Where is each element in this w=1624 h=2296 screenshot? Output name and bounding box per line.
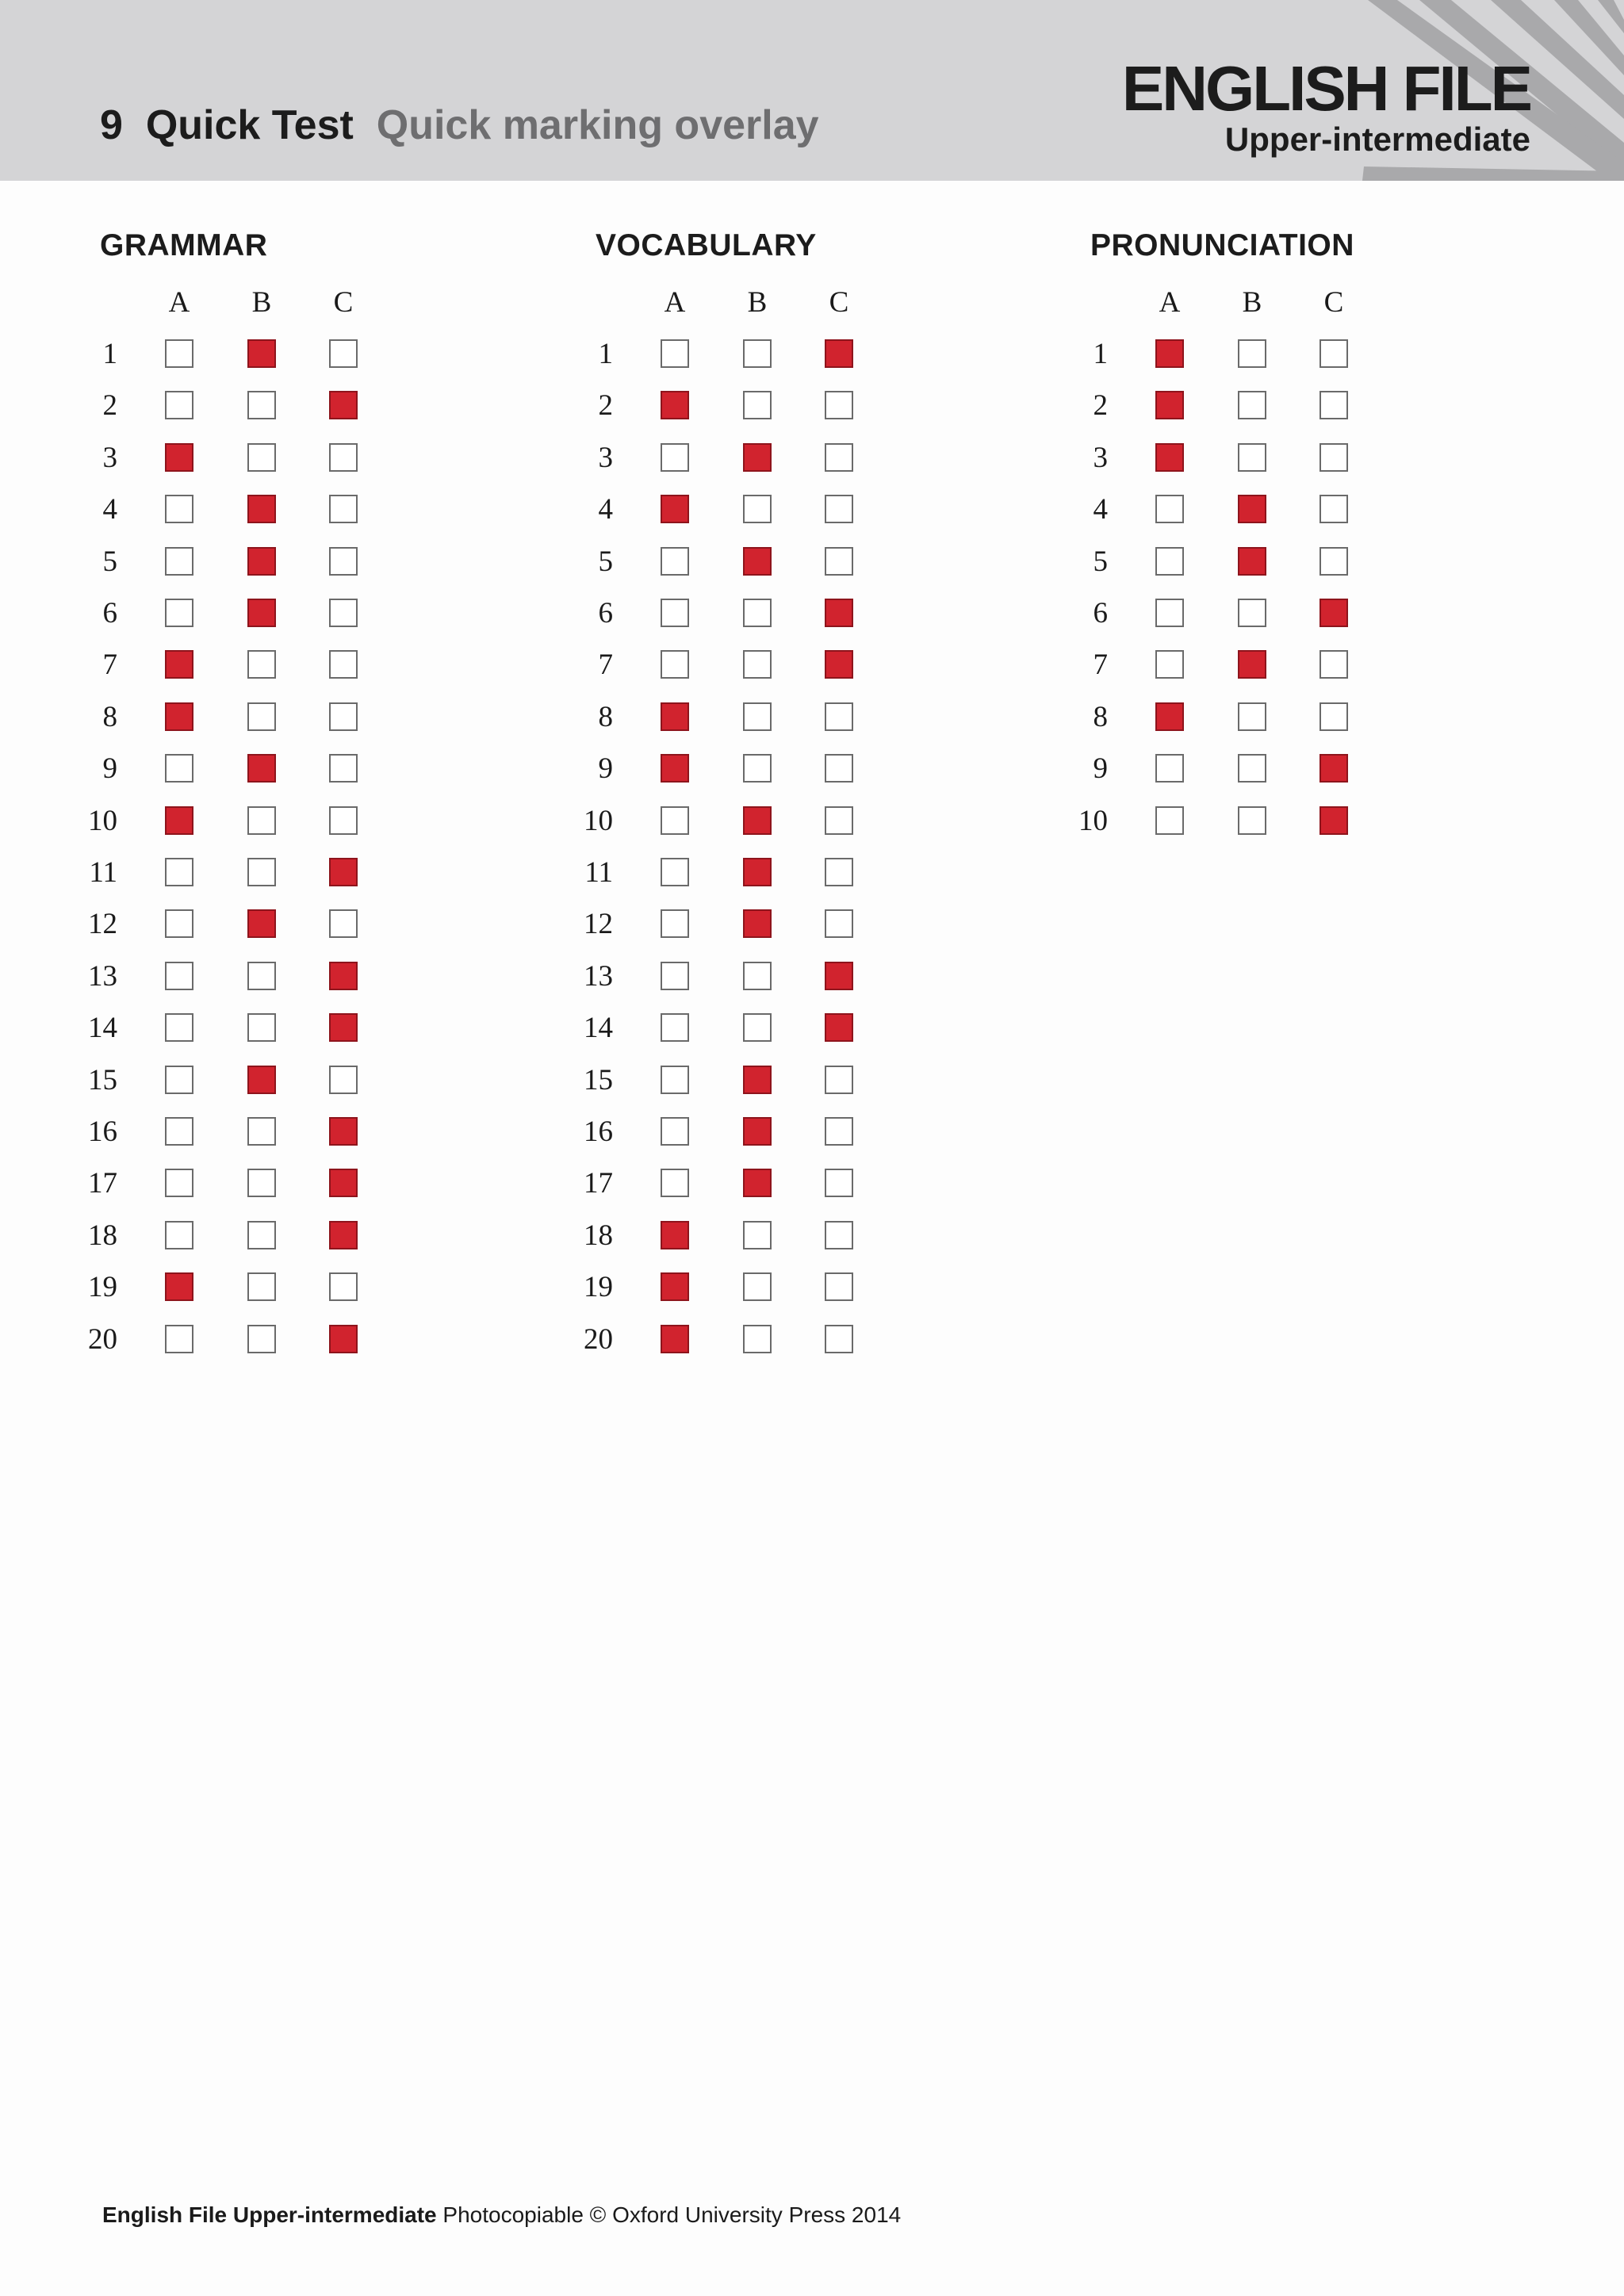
- question-number: 4: [102, 493, 117, 526]
- answer-box: [661, 599, 689, 627]
- question-row: [52, 1002, 449, 1054]
- answer-box-marked: [825, 650, 853, 679]
- answer-box: [1155, 806, 1184, 835]
- answer-box: [743, 1013, 772, 1042]
- question-number: 2: [1093, 389, 1108, 423]
- question-row: [548, 639, 944, 691]
- answer-box: [165, 495, 193, 523]
- question-row: [52, 1054, 449, 1106]
- answer-box: [247, 1013, 276, 1042]
- answer-box: [825, 858, 853, 886]
- question-number: 5: [1093, 545, 1108, 578]
- question-row: [548, 898, 944, 950]
- answer-box: [247, 1169, 276, 1197]
- page-subtitle: Quick marking overlay: [376, 102, 819, 148]
- question-row: [1043, 743, 1439, 794]
- question-number: 6: [102, 597, 117, 629]
- answer-box: [247, 1117, 276, 1146]
- answer-box-marked: [247, 1066, 276, 1094]
- answer-box: [247, 806, 276, 835]
- question-number: 12: [88, 908, 117, 941]
- question-number: 13: [88, 959, 117, 993]
- answer-box-marked: [1238, 547, 1266, 576]
- answer-box-marked: [743, 909, 772, 938]
- page-title: [100, 101, 819, 149]
- answer-box: [247, 391, 276, 419]
- answer-box: [329, 650, 358, 679]
- answer-box-marked: [329, 1013, 358, 1042]
- section-heading: PRONUNCIATION: [1090, 228, 1354, 262]
- answer-box: [743, 702, 772, 731]
- question-row: [52, 1158, 449, 1209]
- section-heading: GRAMMAR: [100, 228, 268, 262]
- answer-box-marked: [247, 754, 276, 783]
- answer-box: [165, 1221, 193, 1249]
- answer-box-marked: [661, 1325, 689, 1353]
- question-row: [1043, 432, 1439, 484]
- answer-box: [247, 1325, 276, 1353]
- question-number: 17: [584, 1167, 613, 1200]
- answer-box: [825, 1169, 853, 1197]
- answer-box-marked: [661, 1272, 689, 1301]
- answer-box-marked: [165, 702, 193, 731]
- answer-box: [743, 754, 772, 783]
- question-number: 7: [598, 649, 613, 682]
- question-number: 17: [88, 1167, 117, 1200]
- question-number: 3: [598, 441, 613, 474]
- test-number: 9: [100, 102, 123, 148]
- answer-box: [1155, 599, 1184, 627]
- answer-box-marked: [329, 1169, 358, 1197]
- question-number: 7: [102, 649, 117, 682]
- question-row: [52, 951, 449, 1002]
- answer-box-marked: [1155, 443, 1184, 472]
- answer-box-marked: [1155, 702, 1184, 731]
- question-row: [548, 1002, 944, 1054]
- grammar-section: [88, 228, 544, 1378]
- question-number: 10: [88, 804, 117, 837]
- question-row: [548, 587, 944, 639]
- question-number: 1: [102, 338, 117, 370]
- question-number: 18: [584, 1219, 613, 1252]
- answer-box-marked: [1320, 806, 1348, 835]
- answer-box-marked: [743, 443, 772, 472]
- question-number: 5: [598, 545, 613, 578]
- question-number: 7: [1093, 649, 1108, 682]
- question-number: 14: [584, 1012, 613, 1045]
- answer-box: [247, 858, 276, 886]
- question-row: [548, 1106, 944, 1158]
- answer-box-marked: [1155, 391, 1184, 419]
- brand-logo: [1121, 53, 1530, 159]
- question-number: 20: [88, 1322, 117, 1356]
- question-number: 15: [584, 1063, 613, 1096]
- answer-box: [165, 962, 193, 990]
- answer-box-marked: [743, 1066, 772, 1094]
- answer-box: [661, 962, 689, 990]
- answer-box-marked: [1320, 599, 1348, 627]
- answer-box: [1320, 443, 1348, 472]
- answer-box: [247, 650, 276, 679]
- answer-box: [329, 1272, 358, 1301]
- answer-box: [743, 650, 772, 679]
- question-row: [52, 898, 449, 950]
- question-row: [52, 795, 449, 847]
- answer-box: [825, 806, 853, 835]
- answer-box: [825, 495, 853, 523]
- answer-box: [1320, 547, 1348, 576]
- question-number: 4: [1093, 493, 1108, 526]
- answer-box-marked: [247, 547, 276, 576]
- question-number: 20: [584, 1322, 613, 1356]
- answer-box: [165, 547, 193, 576]
- answer-box-marked: [329, 1221, 358, 1249]
- question-number: 1: [1093, 338, 1108, 370]
- answer-box-marked: [165, 806, 193, 835]
- question-row: [52, 432, 449, 484]
- question-row: [52, 1106, 449, 1158]
- answer-box-marked: [329, 1117, 358, 1146]
- question-row: [52, 1314, 449, 1365]
- answer-box: [825, 1066, 853, 1094]
- question-number: 9: [1093, 752, 1108, 786]
- question-row: [548, 380, 944, 431]
- column-header-a: A: [168, 286, 190, 319]
- brand-level: Upper-intermediate: [1224, 121, 1530, 158]
- question-number: 16: [584, 1115, 613, 1148]
- answer-box: [743, 1272, 772, 1301]
- answer-box: [825, 702, 853, 731]
- question-number: 10: [1078, 804, 1108, 837]
- question-row: [548, 1054, 944, 1106]
- column-header-a: A: [1159, 286, 1181, 319]
- answer-box: [661, 650, 689, 679]
- question-row: [52, 328, 449, 380]
- answer-box: [825, 391, 853, 419]
- question-row: [52, 380, 449, 431]
- answer-box: [329, 754, 358, 783]
- question-row: [52, 639, 449, 691]
- footer-title: English File Upper-intermediate: [102, 2202, 437, 2227]
- question-row: [548, 691, 944, 743]
- answer-box: [1238, 391, 1266, 419]
- question-row: [52, 847, 449, 898]
- answer-box: [825, 1117, 853, 1146]
- question-row: [548, 847, 944, 898]
- question-row: [52, 536, 449, 587]
- question-row: [548, 743, 944, 794]
- question-row: [1043, 639, 1439, 691]
- answer-box: [661, 806, 689, 835]
- question-number: 10: [584, 804, 613, 837]
- answer-box: [1320, 650, 1348, 679]
- answer-box-marked: [1238, 495, 1266, 523]
- column-header-b: B: [251, 286, 272, 319]
- answer-box: [1155, 495, 1184, 523]
- answer-box-marked: [825, 599, 853, 627]
- test-name: Quick Test: [145, 102, 354, 148]
- answer-box: [165, 1169, 193, 1197]
- answer-box: [743, 1221, 772, 1249]
- question-number: 4: [598, 493, 613, 526]
- answer-box: [661, 547, 689, 576]
- answer-box: [1155, 547, 1184, 576]
- footer-copyright: Photocopiable © Oxford University Press 2014: [442, 2202, 902, 2227]
- question-row: [548, 1158, 944, 1209]
- answer-box: [1238, 443, 1266, 472]
- page-header: [0, 0, 1624, 181]
- question-number: 8: [598, 700, 613, 733]
- column-header-c: C: [333, 286, 354, 319]
- question-number: 2: [102, 389, 117, 423]
- question-number: 3: [102, 441, 117, 474]
- question-number: 8: [1093, 700, 1108, 733]
- answer-box: [743, 391, 772, 419]
- answer-box-marked: [825, 339, 853, 368]
- answer-box: [1320, 495, 1348, 523]
- question-number: 11: [89, 856, 117, 889]
- answer-box: [329, 339, 358, 368]
- question-row: [52, 1210, 449, 1261]
- question-number: 8: [102, 700, 117, 733]
- answer-box: [1320, 702, 1348, 731]
- answer-box-marked: [661, 754, 689, 783]
- column-header-c: C: [1323, 286, 1344, 319]
- answer-box-marked: [1238, 650, 1266, 679]
- question-row: [1043, 587, 1439, 639]
- question-row: [52, 587, 449, 639]
- answer-box: [825, 1325, 853, 1353]
- answer-box: [743, 962, 772, 990]
- answer-box: [329, 806, 358, 835]
- question-row: [1043, 328, 1439, 380]
- answer-box: [247, 1272, 276, 1301]
- answer-box: [165, 1325, 193, 1353]
- answer-box: [165, 1066, 193, 1094]
- answer-box: [1320, 339, 1348, 368]
- answer-box: [329, 443, 358, 472]
- answer-box: [247, 1221, 276, 1249]
- answer-box: [661, 1169, 689, 1197]
- answer-box: [247, 962, 276, 990]
- column-header-a: A: [664, 286, 686, 319]
- answer-box-marked: [247, 339, 276, 368]
- question-row: [52, 691, 449, 743]
- answer-box: [1238, 599, 1266, 627]
- answer-box-marked: [329, 391, 358, 419]
- answer-box: [743, 495, 772, 523]
- answer-box-marked: [247, 495, 276, 523]
- answer-box-marked: [1155, 339, 1184, 368]
- answer-box: [661, 1066, 689, 1094]
- question-row: [548, 328, 944, 380]
- question-number: 15: [88, 1063, 117, 1096]
- question-number: 2: [598, 389, 613, 423]
- question-number: 11: [584, 856, 613, 889]
- answer-box: [743, 1325, 772, 1353]
- answer-box-marked: [743, 858, 772, 886]
- pronunciation-section: [1078, 228, 1534, 1378]
- question-row: [1043, 795, 1439, 847]
- question-number: 14: [88, 1012, 117, 1045]
- answer-box-marked: [825, 1013, 853, 1042]
- question-row: [548, 432, 944, 484]
- answer-box: [1320, 391, 1348, 419]
- answer-box-marked: [743, 806, 772, 835]
- column-header-c: C: [829, 286, 849, 319]
- answer-box-marked: [247, 599, 276, 627]
- question-number: 9: [598, 752, 613, 786]
- answer-box-marked: [165, 1272, 193, 1301]
- question-row: [1043, 380, 1439, 431]
- question-row: [548, 1210, 944, 1261]
- column-header-b: B: [1242, 286, 1262, 319]
- answer-box: [247, 702, 276, 731]
- vocabulary-section: [584, 228, 1040, 1378]
- question-row: [548, 795, 944, 847]
- footer: [102, 2202, 901, 2228]
- answer-box-marked: [661, 1221, 689, 1249]
- answer-box: [329, 547, 358, 576]
- answer-box: [1238, 339, 1266, 368]
- answer-box: [165, 909, 193, 938]
- answer-box-marked: [247, 909, 276, 938]
- answer-box: [661, 443, 689, 472]
- question-number: 6: [598, 597, 613, 629]
- question-number: 1: [598, 338, 613, 370]
- answer-box: [825, 909, 853, 938]
- section-heading: VOCABULARY: [596, 228, 817, 262]
- question-number: 18: [88, 1219, 117, 1252]
- answer-box: [661, 909, 689, 938]
- question-row: [52, 743, 449, 794]
- answer-box: [825, 547, 853, 576]
- question-number: 6: [1093, 597, 1108, 629]
- answer-box: [165, 339, 193, 368]
- answer-box: [165, 391, 193, 419]
- question-row: [548, 1314, 944, 1365]
- answer-box-marked: [743, 1169, 772, 1197]
- question-row: [1043, 484, 1439, 535]
- question-number: 19: [584, 1271, 613, 1304]
- answer-box: [661, 339, 689, 368]
- answer-box-marked: [329, 858, 358, 886]
- answer-box: [165, 1117, 193, 1146]
- question-number: 13: [584, 959, 613, 993]
- question-row: [1043, 691, 1439, 743]
- answer-box-marked: [661, 391, 689, 419]
- answer-box: [247, 443, 276, 472]
- answer-box: [1238, 806, 1266, 835]
- answer-box: [661, 1013, 689, 1042]
- answer-box: [329, 909, 358, 938]
- answer-box: [743, 599, 772, 627]
- answer-box-marked: [1320, 754, 1348, 783]
- question-number: 3: [1093, 441, 1108, 474]
- question-number: 19: [88, 1271, 117, 1304]
- question-row: [548, 951, 944, 1002]
- answer-box: [329, 495, 358, 523]
- question-number: 16: [88, 1115, 117, 1148]
- answer-box: [1238, 754, 1266, 783]
- question-number: 9: [102, 752, 117, 786]
- answer-box: [1238, 702, 1266, 731]
- answer-box-marked: [743, 1117, 772, 1146]
- answer-box: [825, 754, 853, 783]
- question-row: [548, 484, 944, 535]
- answer-box: [165, 599, 193, 627]
- answer-box-marked: [329, 1325, 358, 1353]
- answer-box: [661, 1117, 689, 1146]
- answer-box: [165, 858, 193, 886]
- answer-box: [165, 754, 193, 783]
- answer-box: [1155, 650, 1184, 679]
- answer-box: [825, 443, 853, 472]
- answer-box-marked: [661, 702, 689, 731]
- answer-box: [165, 1013, 193, 1042]
- answer-box: [329, 1066, 358, 1094]
- question-number: 12: [584, 908, 613, 941]
- question-row: [1043, 536, 1439, 587]
- answer-box-marked: [329, 962, 358, 990]
- answer-box: [743, 339, 772, 368]
- answer-box-marked: [825, 962, 853, 990]
- brand-name: ENGLISH FILE: [1121, 53, 1530, 124]
- question-row: [548, 536, 944, 587]
- answer-box: [661, 858, 689, 886]
- answer-box-marked: [743, 547, 772, 576]
- question-row: [52, 1261, 449, 1313]
- column-header-b: B: [747, 286, 768, 319]
- question-number: 5: [102, 545, 117, 578]
- answer-box-marked: [165, 443, 193, 472]
- question-row: [52, 484, 449, 535]
- question-row: [548, 1261, 944, 1313]
- answer-box: [329, 599, 358, 627]
- answer-box: [329, 702, 358, 731]
- answer-box-marked: [165, 650, 193, 679]
- answer-box: [825, 1272, 853, 1301]
- answer-box: [1155, 754, 1184, 783]
- answer-box: [825, 1221, 853, 1249]
- answer-box-marked: [661, 495, 689, 523]
